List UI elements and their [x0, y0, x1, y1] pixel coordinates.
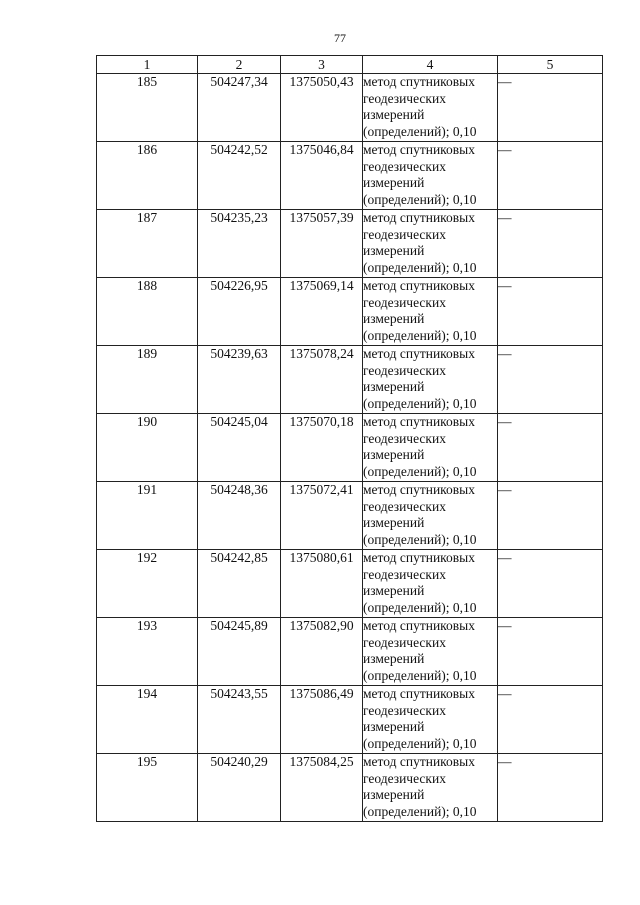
- method-text-line: (определений); 0,10: [363, 803, 477, 819]
- method-text-line: (определений); 0,10: [363, 463, 477, 479]
- table-row: [97, 346, 603, 414]
- method-text-line: геодезических: [363, 90, 446, 106]
- method-text-line: геодезических: [363, 430, 446, 446]
- method-text-line: измерений: [363, 311, 425, 327]
- method-text-line: метод спутниковых: [363, 74, 475, 89]
- y-coordinate-cell: 1375080,61: [281, 550, 363, 618]
- method-text-line: (определений); 0,10: [363, 599, 477, 615]
- y-coordinate-cell: 1375046,84: [281, 142, 363, 210]
- method-cell: [363, 618, 498, 686]
- method-text-line: метод спутниковых: [363, 482, 475, 497]
- point-number-cell: 193: [97, 618, 198, 686]
- method-cell: [363, 278, 498, 346]
- method-text-line: геодезических: [363, 634, 446, 650]
- note-dash: —: [498, 618, 512, 633]
- point-number-cell: 191: [97, 482, 198, 550]
- method-text-line: (определений); 0,10: [363, 123, 477, 139]
- note-dash: —: [498, 550, 512, 565]
- coordinates-table: [96, 55, 603, 822]
- method-text-line: (определений); 0,10: [363, 531, 477, 547]
- method-cell: [363, 686, 498, 754]
- note-cell: [498, 278, 603, 346]
- x-coordinate-cell: 504245,89: [198, 618, 281, 686]
- method-text-line: измерений: [363, 379, 425, 395]
- table-header-row: [97, 56, 603, 74]
- point-number-cell: 189: [97, 346, 198, 414]
- method-text-line: геодезических: [363, 770, 446, 786]
- method-text-line: геодезических: [363, 226, 446, 242]
- x-coordinate-cell: 504226,95: [198, 278, 281, 346]
- note-dash: —: [498, 210, 512, 225]
- method-cell: [363, 210, 498, 278]
- note-dash: —: [498, 414, 512, 429]
- method-text-line: метод спутниковых: [363, 414, 475, 429]
- method-text-line: (определений); 0,10: [363, 327, 477, 343]
- point-number-cell: 195: [97, 754, 198, 822]
- note-cell: [498, 618, 603, 686]
- method-text-line: метод спутниковых: [363, 686, 475, 701]
- note-dash: —: [498, 278, 512, 293]
- method-text-line: (определений); 0,10: [363, 667, 477, 683]
- note-cell: [498, 74, 603, 142]
- method-text-line: геодезических: [363, 294, 446, 310]
- method-text-line: метод спутниковых: [363, 550, 475, 565]
- note-dash: —: [498, 142, 512, 157]
- method-text-line: метод спутниковых: [363, 346, 475, 361]
- column-header: 3: [281, 56, 363, 74]
- column-header: 4: [363, 56, 498, 74]
- method-text-line: метод спутниковых: [363, 278, 475, 293]
- point-number-cell: 194: [97, 686, 198, 754]
- method-text-line: измерений: [363, 651, 425, 667]
- method-text-line: (определений); 0,10: [363, 191, 477, 207]
- y-coordinate-cell: 1375069,14: [281, 278, 363, 346]
- method-text-line: геодезических: [363, 702, 446, 718]
- method-text-line: (определений); 0,10: [363, 259, 477, 275]
- y-coordinate-cell: 1375057,39: [281, 210, 363, 278]
- method-text-line: (определений); 0,10: [363, 735, 477, 751]
- page-number: 77: [334, 31, 346, 45]
- method-text-line: метод спутниковых: [363, 142, 475, 157]
- note-dash: —: [498, 346, 512, 361]
- point-number-cell: 185: [97, 74, 198, 142]
- y-coordinate-cell: 1375072,41: [281, 482, 363, 550]
- table-row: [97, 618, 603, 686]
- method-cell: [363, 346, 498, 414]
- note-dash: —: [498, 754, 512, 769]
- note-cell: [498, 754, 603, 822]
- method-cell: [363, 74, 498, 142]
- table-row: [97, 482, 603, 550]
- point-number-cell: 186: [97, 142, 198, 210]
- note-cell: [498, 142, 603, 210]
- y-coordinate-cell: 1375082,90: [281, 618, 363, 686]
- method-text-line: геодезических: [363, 362, 446, 378]
- x-coordinate-cell: 504239,63: [198, 346, 281, 414]
- note-cell: [498, 482, 603, 550]
- y-coordinate-cell: 1375070,18: [281, 414, 363, 482]
- x-coordinate-cell: 504235,23: [198, 210, 281, 278]
- column-header: 5: [498, 56, 603, 74]
- x-coordinate-cell: 504248,36: [198, 482, 281, 550]
- y-coordinate-cell: 1375086,49: [281, 686, 363, 754]
- y-coordinate-cell: 1375078,24: [281, 346, 363, 414]
- note-cell: [498, 210, 603, 278]
- note-dash: —: [498, 74, 512, 89]
- method-text-line: измерений: [363, 719, 425, 735]
- table-row: [97, 210, 603, 278]
- note-cell: [498, 346, 603, 414]
- point-number-cell: 190: [97, 414, 198, 482]
- method-cell: [363, 142, 498, 210]
- x-coordinate-cell: 504243,55: [198, 686, 281, 754]
- method-text-line: геодезических: [363, 566, 446, 582]
- table-row: [97, 74, 603, 142]
- method-text-line: метод спутниковых: [363, 210, 475, 225]
- y-coordinate-cell: 1375050,43: [281, 74, 363, 142]
- column-header: 2: [198, 56, 281, 74]
- method-cell: [363, 482, 498, 550]
- point-number-cell: 192: [97, 550, 198, 618]
- table-row: [97, 142, 603, 210]
- method-cell: [363, 414, 498, 482]
- method-cell: [363, 550, 498, 618]
- method-text-line: измерений: [363, 447, 425, 463]
- table-row: [97, 278, 603, 346]
- table-row: [97, 686, 603, 754]
- method-text-line: измерений: [363, 175, 425, 191]
- method-text-line: измерений: [363, 787, 425, 803]
- method-text-line: метод спутниковых: [363, 618, 475, 633]
- table-row: [97, 414, 603, 482]
- method-cell: [363, 754, 498, 822]
- x-coordinate-cell: 504240,29: [198, 754, 281, 822]
- y-coordinate-cell: 1375084,25: [281, 754, 363, 822]
- x-coordinate-cell: 504245,04: [198, 414, 281, 482]
- method-text-line: (определений); 0,10: [363, 395, 477, 411]
- method-text-line: измерений: [363, 107, 425, 123]
- note-dash: —: [498, 482, 512, 497]
- note-dash: —: [498, 686, 512, 701]
- method-text-line: измерений: [363, 583, 425, 599]
- x-coordinate-cell: 504242,52: [198, 142, 281, 210]
- note-cell: [498, 686, 603, 754]
- method-text-line: геодезических: [363, 158, 446, 174]
- point-number-cell: 188: [97, 278, 198, 346]
- table-row: [97, 754, 603, 822]
- note-cell: [498, 414, 603, 482]
- method-text-line: геодезических: [363, 498, 446, 514]
- point-number-cell: 187: [97, 210, 198, 278]
- column-header: 1: [97, 56, 198, 74]
- x-coordinate-cell: 504242,85: [198, 550, 281, 618]
- method-text-line: измерений: [363, 515, 425, 531]
- method-text-line: метод спутниковых: [363, 754, 475, 769]
- method-text-line: измерений: [363, 243, 425, 259]
- x-coordinate-cell: 504247,34: [198, 74, 281, 142]
- table-row: [97, 550, 603, 618]
- note-cell: [498, 550, 603, 618]
